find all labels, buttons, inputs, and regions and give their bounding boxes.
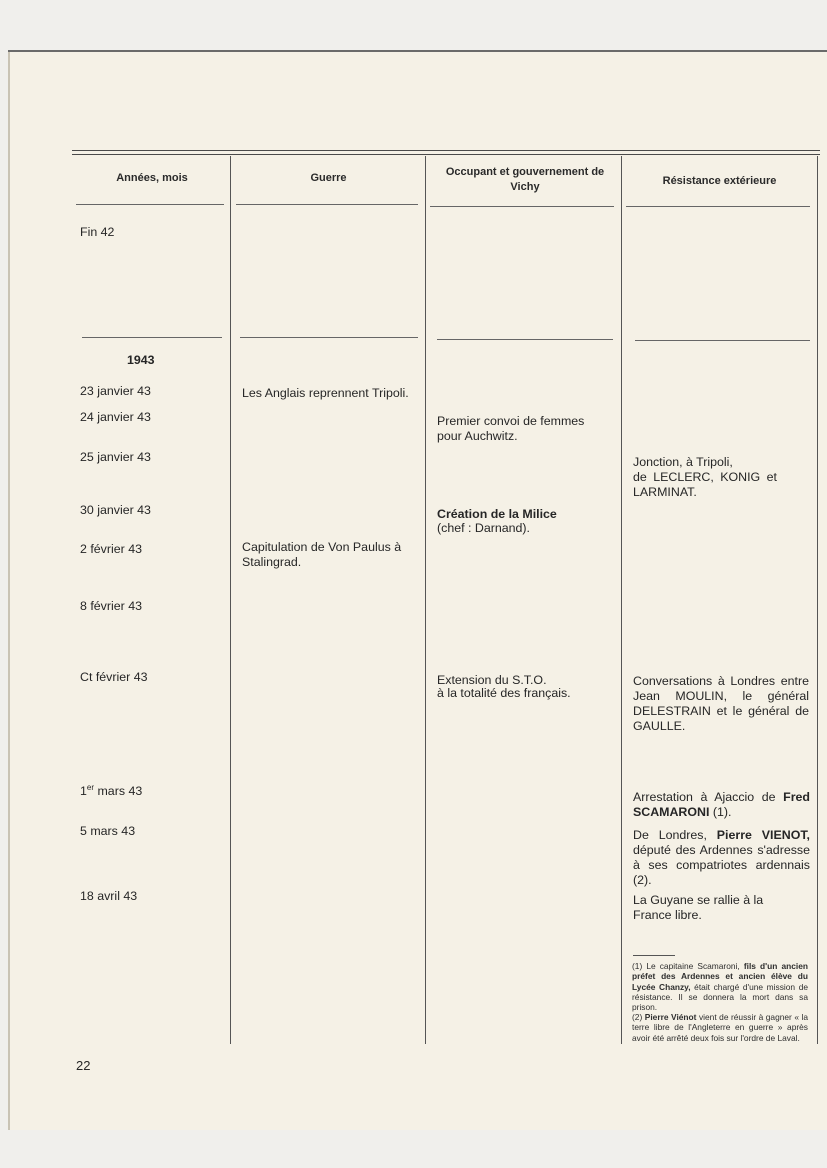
- footnote-1-pre: (1) Le capitaine Scamaroni,: [632, 961, 740, 971]
- footnote-2-post: vient de réussir à gagner « la terre libre de l'Angleterre en guerre » après avoir été arrêté deux fois sur l'ordre de Laval.: [632, 1012, 809, 1043]
- footnote-1-bold: fils d'un ancien préfet des Ardennes et ancien élève du Lycée Chanzy,: [632, 961, 809, 992]
- header-war: Guerre: [310, 172, 347, 184]
- res-vienot-name: Pierre VIENOT,: [716, 828, 810, 842]
- section-rule-3: [437, 339, 613, 340]
- table-top-rule: [72, 150, 820, 151]
- vichy-convoi: Premier convoi de femmes pour Auchwitz.: [437, 414, 585, 443]
- date-5-mars: 5 mars 43: [80, 824, 136, 838]
- header-vichy: Occupant et gouvernement de Vichy: [445, 166, 605, 193]
- res-conversations: Conversations à Londres entre Jean MOULIN, le général DELESTRAIN et le général de GAULLE.: [633, 674, 809, 733]
- res-scamaroni-pre: Arrestation à Ajaccio de: [633, 790, 776, 804]
- column-divider-3: [621, 156, 622, 1044]
- res-scamaroni: [633, 790, 810, 820]
- header-dates: Années, mois: [116, 172, 188, 184]
- date-2-fevrier: 2 février 43: [80, 542, 142, 556]
- section-rule-2: [240, 337, 418, 338]
- header-underline-1: [76, 204, 224, 205]
- footnote-2: [632, 1012, 808, 1043]
- res-vienot: [633, 828, 810, 888]
- header-resistance: Résistance extérieure: [662, 175, 777, 187]
- res-jonction-line1: Jonction, à Tripoli,: [633, 455, 733, 469]
- column-divider-2: [425, 156, 426, 1044]
- column-divider-1: [230, 156, 231, 1044]
- date-month: mars 43: [97, 784, 143, 798]
- vichy-milice-title: Création de la Milice: [437, 507, 557, 521]
- res-scamaroni-post: (1).: [712, 805, 732, 819]
- vichy-milice-chief: (chef : Darnand).: [437, 521, 530, 535]
- vichy-sto-line2: à la totalité des français.: [437, 686, 571, 700]
- date-ct-fevrier: Ct février 43: [80, 670, 148, 684]
- res-vienot-post: député des Ardennes s'adresse à ses compatriotes ardennais (2).: [633, 843, 810, 887]
- footnote-2-pre: (2): [632, 1012, 643, 1022]
- header-underline-2: [236, 204, 418, 205]
- page-number: 22: [76, 1058, 91, 1073]
- footnote-2-bold: Pierre Viénot: [644, 1012, 697, 1022]
- war-stalingrad: Capitulation de Von Paulus à Stalingrad.: [242, 540, 402, 569]
- section-rule-4: [635, 340, 810, 341]
- date-25-janvier: 25 janvier 43: [80, 450, 151, 464]
- year-heading: 1943: [127, 353, 155, 367]
- date-1er-mars: [80, 784, 142, 799]
- table-top-rule-2: [72, 154, 820, 155]
- date-ordinal: er: [86, 782, 95, 792]
- date-day: 1: [80, 784, 87, 798]
- footnote-rule: [633, 955, 675, 956]
- date-18-avril: 18 avril 43: [80, 889, 138, 903]
- footnote-1-post: était chargé d'une mission de résistance. Il se donnera la mort dans sa prison.: [632, 981, 809, 1013]
- date-fin-42: Fin 42: [80, 225, 115, 239]
- date-30-janvier: 30 janvier 43: [80, 503, 151, 517]
- vichy-sto-line1: Extension du S.T.O.: [437, 673, 547, 687]
- footnote-1: [632, 961, 808, 1012]
- column-divider-4: [817, 156, 818, 1044]
- res-scamaroni-name: Fred SCAMARONI: [633, 790, 810, 819]
- res-vienot-pre: De Londres,: [633, 828, 707, 842]
- header-underline-4: [626, 206, 810, 207]
- date-8-fevrier: 8 février 43: [80, 599, 142, 613]
- date-23-janvier: 23 janvier 43: [80, 384, 151, 398]
- res-guyane: La Guyane se rallie à la France libre.: [633, 893, 764, 922]
- war-tripoli: Les Anglais reprennent Tripoli.: [242, 386, 409, 400]
- res-jonction-line2: de LECLERC, KONIG et LARMINAT.: [633, 470, 777, 499]
- header-underline-3: [430, 206, 614, 207]
- section-rule-1: [82, 337, 222, 338]
- date-24-janvier: 24 janvier 43: [80, 410, 151, 424]
